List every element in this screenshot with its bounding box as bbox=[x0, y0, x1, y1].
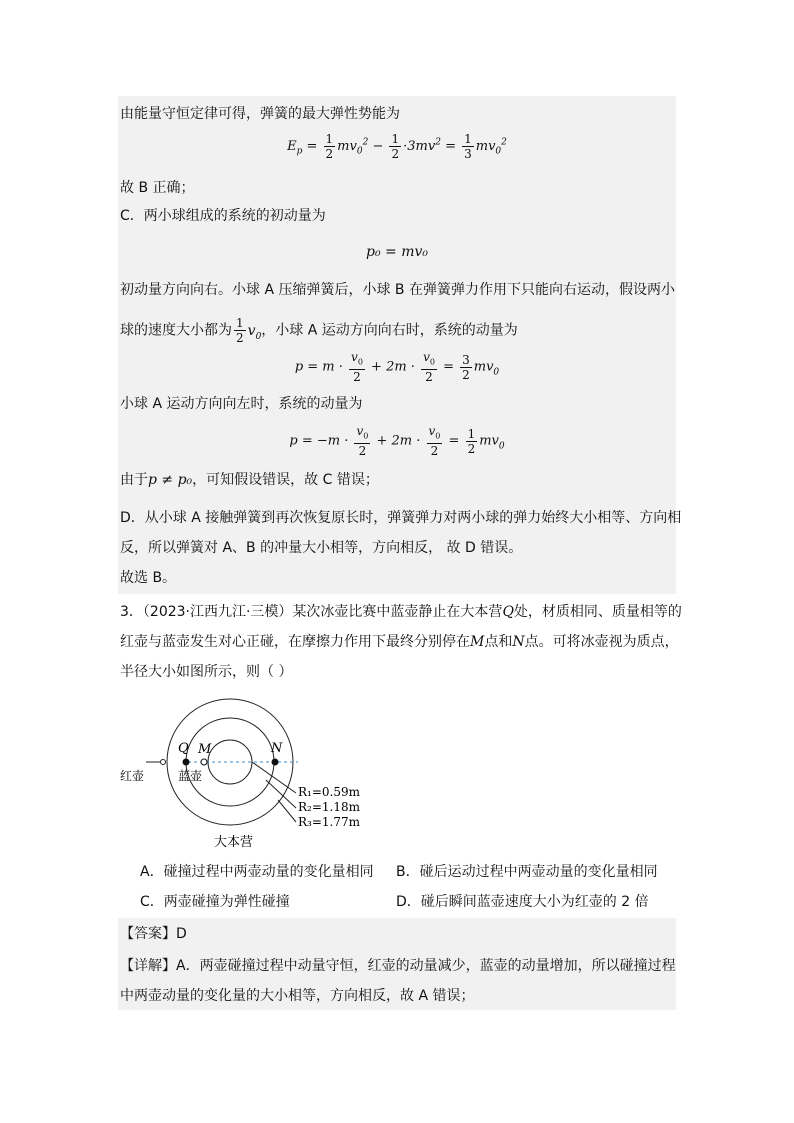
r3-leader bbox=[278, 800, 296, 822]
direction-line-1: 初动量方向向右。小球 A 压缩弹簧后，小球 B 在弹簧弹力作用下只能向右运动，假设两小 bbox=[120, 282, 675, 298]
contradiction-text: 由于p ≠ p₀，可知假设错误，故 C 错误； bbox=[120, 472, 379, 488]
m-point bbox=[201, 759, 207, 765]
momentum-left-formula: p = −m · $\frac{v_0}{2}$ + 2m · $\frac{v_0}{2}$ = $\frac{1}{2}$ $mv_0$ bbox=[289, 424, 505, 459]
energy-text: 由能量守恒定律可得，弹簧的最大弹性势能为 bbox=[120, 106, 400, 122]
part-d-line-2: 反，所以弹簧对 A、B 的冲量大小相等，方向相反， 故 D 错误。 bbox=[120, 540, 523, 556]
q-point bbox=[183, 759, 190, 766]
label-q: Q bbox=[178, 741, 189, 756]
curling-house-figure bbox=[118, 696, 378, 860]
detail-line-1: 【详解】A．两壶碰撞过程中动量守恒，红壶的动量减少，蓝壶的动量增加，所以碰撞过程 bbox=[120, 958, 676, 974]
option-d: D．碰后瞬间蓝壶速度大小为红壶的 2 倍 bbox=[396, 894, 649, 910]
part-c-intro: C．两小球组成的系统的初动量为 bbox=[120, 208, 326, 224]
direction-line-2: 球的速度大小都为 $\frac{1}{2}$ $v_0$，小球 A 运动方向向右时，系统的动量为 bbox=[120, 316, 518, 345]
r1-label: R₁=0.59m bbox=[298, 785, 360, 799]
red-stone-marker bbox=[161, 760, 166, 765]
figure-caption: 大本营 bbox=[214, 835, 254, 850]
final-choice: 故选 B。 bbox=[120, 570, 177, 586]
label-n: N bbox=[271, 741, 283, 756]
red-stone-label: 红壶 bbox=[120, 769, 145, 783]
momentum-right-formula: p = m · $\frac{v_0}{2}$ + 2m · $\frac{v_0}{2}$ = $\frac{3}{2}$ $mv_0$ bbox=[294, 350, 500, 385]
p0-formula: p₀ = mv₀ bbox=[365, 244, 428, 260]
question-3-line-2: 红壶与蓝壶发生对心正碰，在摩擦力作用下最终分别停在M点和N点。可将冰壶视为质点， bbox=[120, 634, 679, 650]
detail-line-2: 中两壶动量的变化量的大小相等，方向相反，故 A 错误； bbox=[120, 988, 475, 1004]
r2-label: R₂=1.18m bbox=[298, 800, 360, 814]
option-c: C．两壶碰撞为弹性碰撞 bbox=[140, 894, 290, 910]
label-m: M bbox=[198, 742, 212, 757]
option-b: B．碰后运动过程中两壶动量的变化量相同 bbox=[396, 864, 658, 880]
option-a: A．碰撞过程中两壶动量的变化量相同 bbox=[140, 864, 374, 880]
answer-label: 【答案】D bbox=[120, 926, 187, 942]
energy-formula: $E_p$ = $\frac{1}{2}$ $mv_0^2$ − $\frac{1}{2}$ $\cdot 3mv^2$ = $\frac{1}{3}$ $mv_0^2$ bbox=[287, 132, 507, 161]
n-point bbox=[272, 759, 279, 766]
question-3-line-3: 半径大小如图所示，则（ ） bbox=[120, 664, 293, 680]
left-direction-text: 小球 A 运动方向向左时，系统的动量为 bbox=[120, 396, 363, 412]
blue-stone-label: 蓝壶 bbox=[178, 769, 203, 783]
question-3-line-1: 3．（2023·江西九江·三模）某次冰壶比赛中蓝壶静止在大本营Q处，材质相同、质量相等的 bbox=[120, 604, 682, 620]
part-d-line-1: D．从小球 A 接触弹簧到再次恢复原长时，弹簧弹力对两小球的弹力始终大小相等、方向相 bbox=[120, 510, 682, 526]
conclusion-b: 故 B 正确； bbox=[120, 180, 195, 196]
r3-label: R₃=1.77m bbox=[298, 815, 360, 829]
